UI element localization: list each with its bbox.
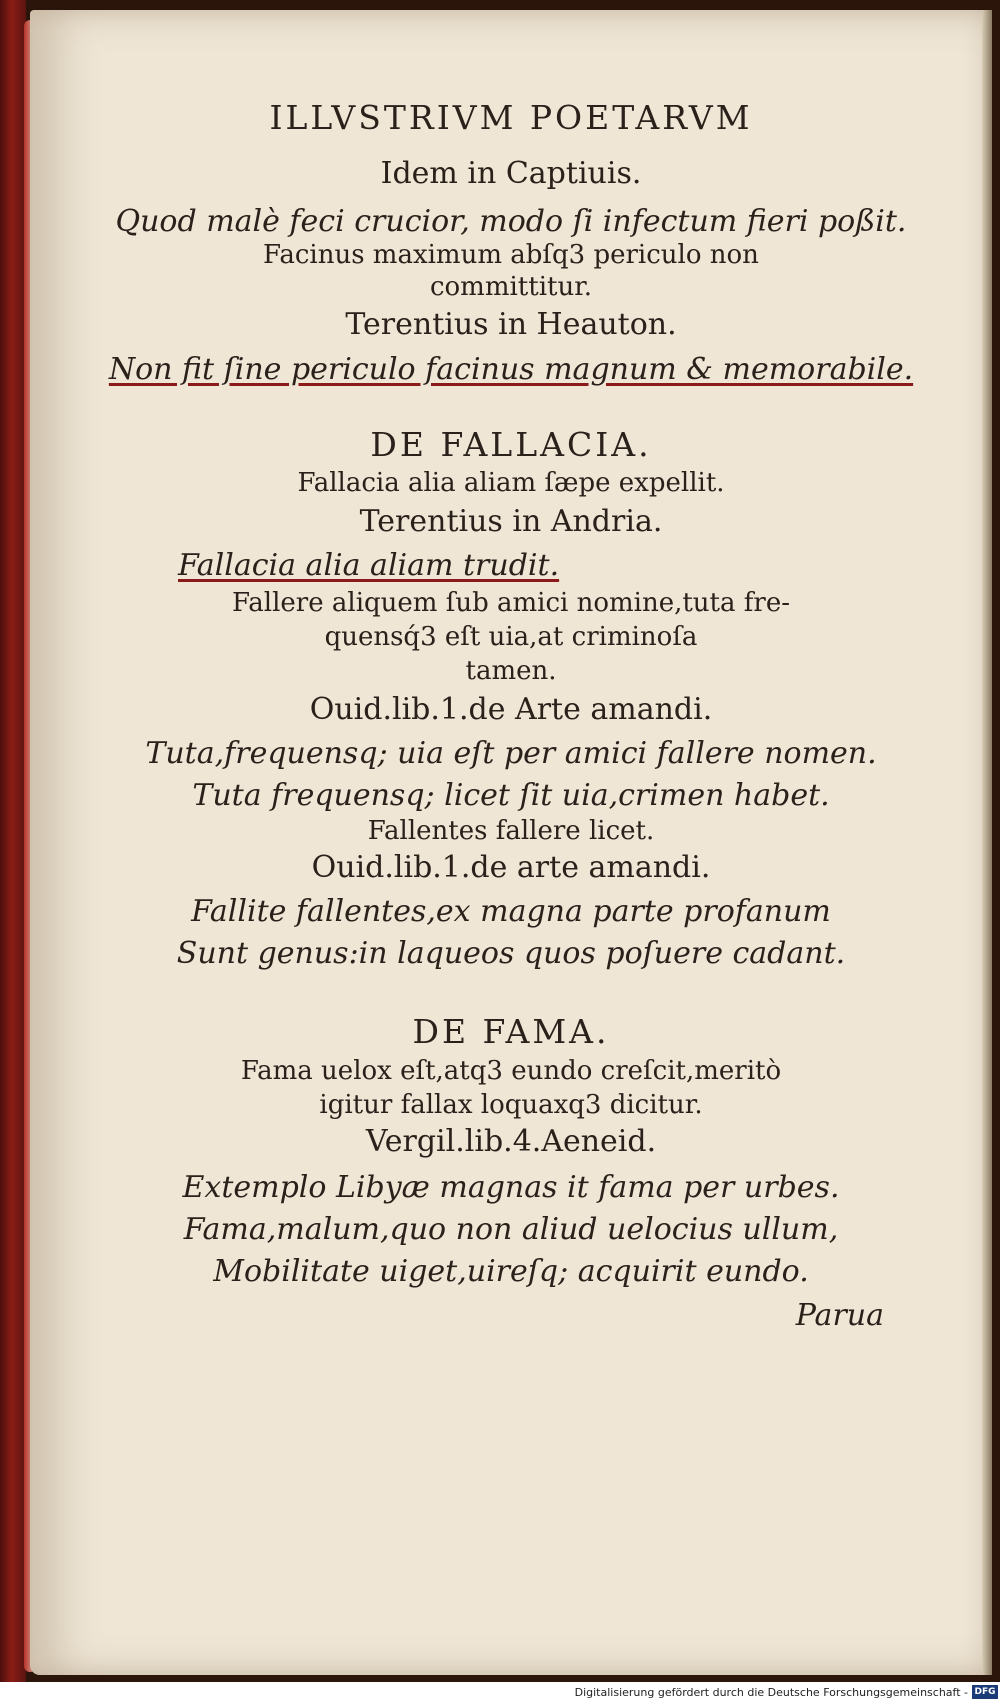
- prose-line: Fama uelox eſt,atq3 eundo creſcit,meritò: [240, 1056, 782, 1086]
- verse-line: Sunt genus:in laqueos quos poſuere cadant.: [176, 936, 846, 971]
- verse-line: Tuta frequensq; licet ſit uia,crimen habet.: [192, 778, 830, 813]
- section-heading-fama: DE FAMA.: [412, 1012, 610, 1051]
- source-heading: Ouid.lib.1.de Arte amandi.: [309, 692, 713, 727]
- prose-line: quensq́3 eſt uia,at criminoſa: [324, 622, 698, 652]
- footer-credit: Digitalisierung gefördert durch die Deutsche Forschungsgemeinschaft -: [574, 1686, 968, 1699]
- verse-line: Tuta,frequensq; uia eſt per amici fallere nomen.: [145, 736, 877, 771]
- source-heading: Vergil.lib.4.Aeneid.: [365, 1124, 657, 1159]
- prose-line: Facinus maximum abſq3 periculo non: [263, 240, 759, 270]
- verse-line: Fallite fallentes,ex magna parte profanum: [191, 894, 831, 929]
- verse-line: Fama,malum,quo non aliud uelocius ullum,: [183, 1212, 839, 1247]
- underlined-verse-line: Non fit ſine periculo facinus magnum & memorabile.: [108, 352, 914, 387]
- source-heading: Idem in Captiuis.: [380, 156, 642, 191]
- source-heading: Terentius in Andria.: [359, 504, 663, 539]
- prose-line: tamen.: [465, 656, 557, 686]
- verse-line: Mobilitate uiget,uireſq; acquirit eundo.: [213, 1254, 809, 1289]
- prose-line: igitur fallax loquaxq3 dicitur.: [319, 1090, 703, 1120]
- digitization-footer: [0, 1682, 1000, 1703]
- dfg-logo-icon: DFG: [972, 1685, 998, 1699]
- source-heading: Terentius in Heauton.: [345, 307, 677, 342]
- book-spine: [0, 0, 26, 1682]
- prose-line: committitur.: [429, 272, 593, 302]
- source-heading: Ouid.lib.1.de arte amandi.: [311, 850, 711, 885]
- running-head: ILLVSTRIVM POETARVM: [269, 98, 753, 137]
- prose-line: Fallacia alia aliam ſæpe expellit.: [297, 468, 725, 498]
- section-heading-fallacia: DE FALLACIA.: [370, 425, 652, 464]
- verse-line: Quod malè feci crucior, modo ſi infectum fieri poßit.: [115, 204, 907, 239]
- book-page: [30, 10, 992, 1675]
- catchword: Parua: [795, 1298, 884, 1333]
- prose-line: Fallentes fallere licet.: [367, 816, 655, 846]
- underlined-verse-line: Fallacia alia aliam trudit.: [178, 548, 560, 583]
- verse-line: Extemplo Libyæ magnas it fama per urbes.: [182, 1170, 840, 1205]
- prose-line: Fallere aliquem ſub amici nomine,tuta fre-: [232, 588, 790, 618]
